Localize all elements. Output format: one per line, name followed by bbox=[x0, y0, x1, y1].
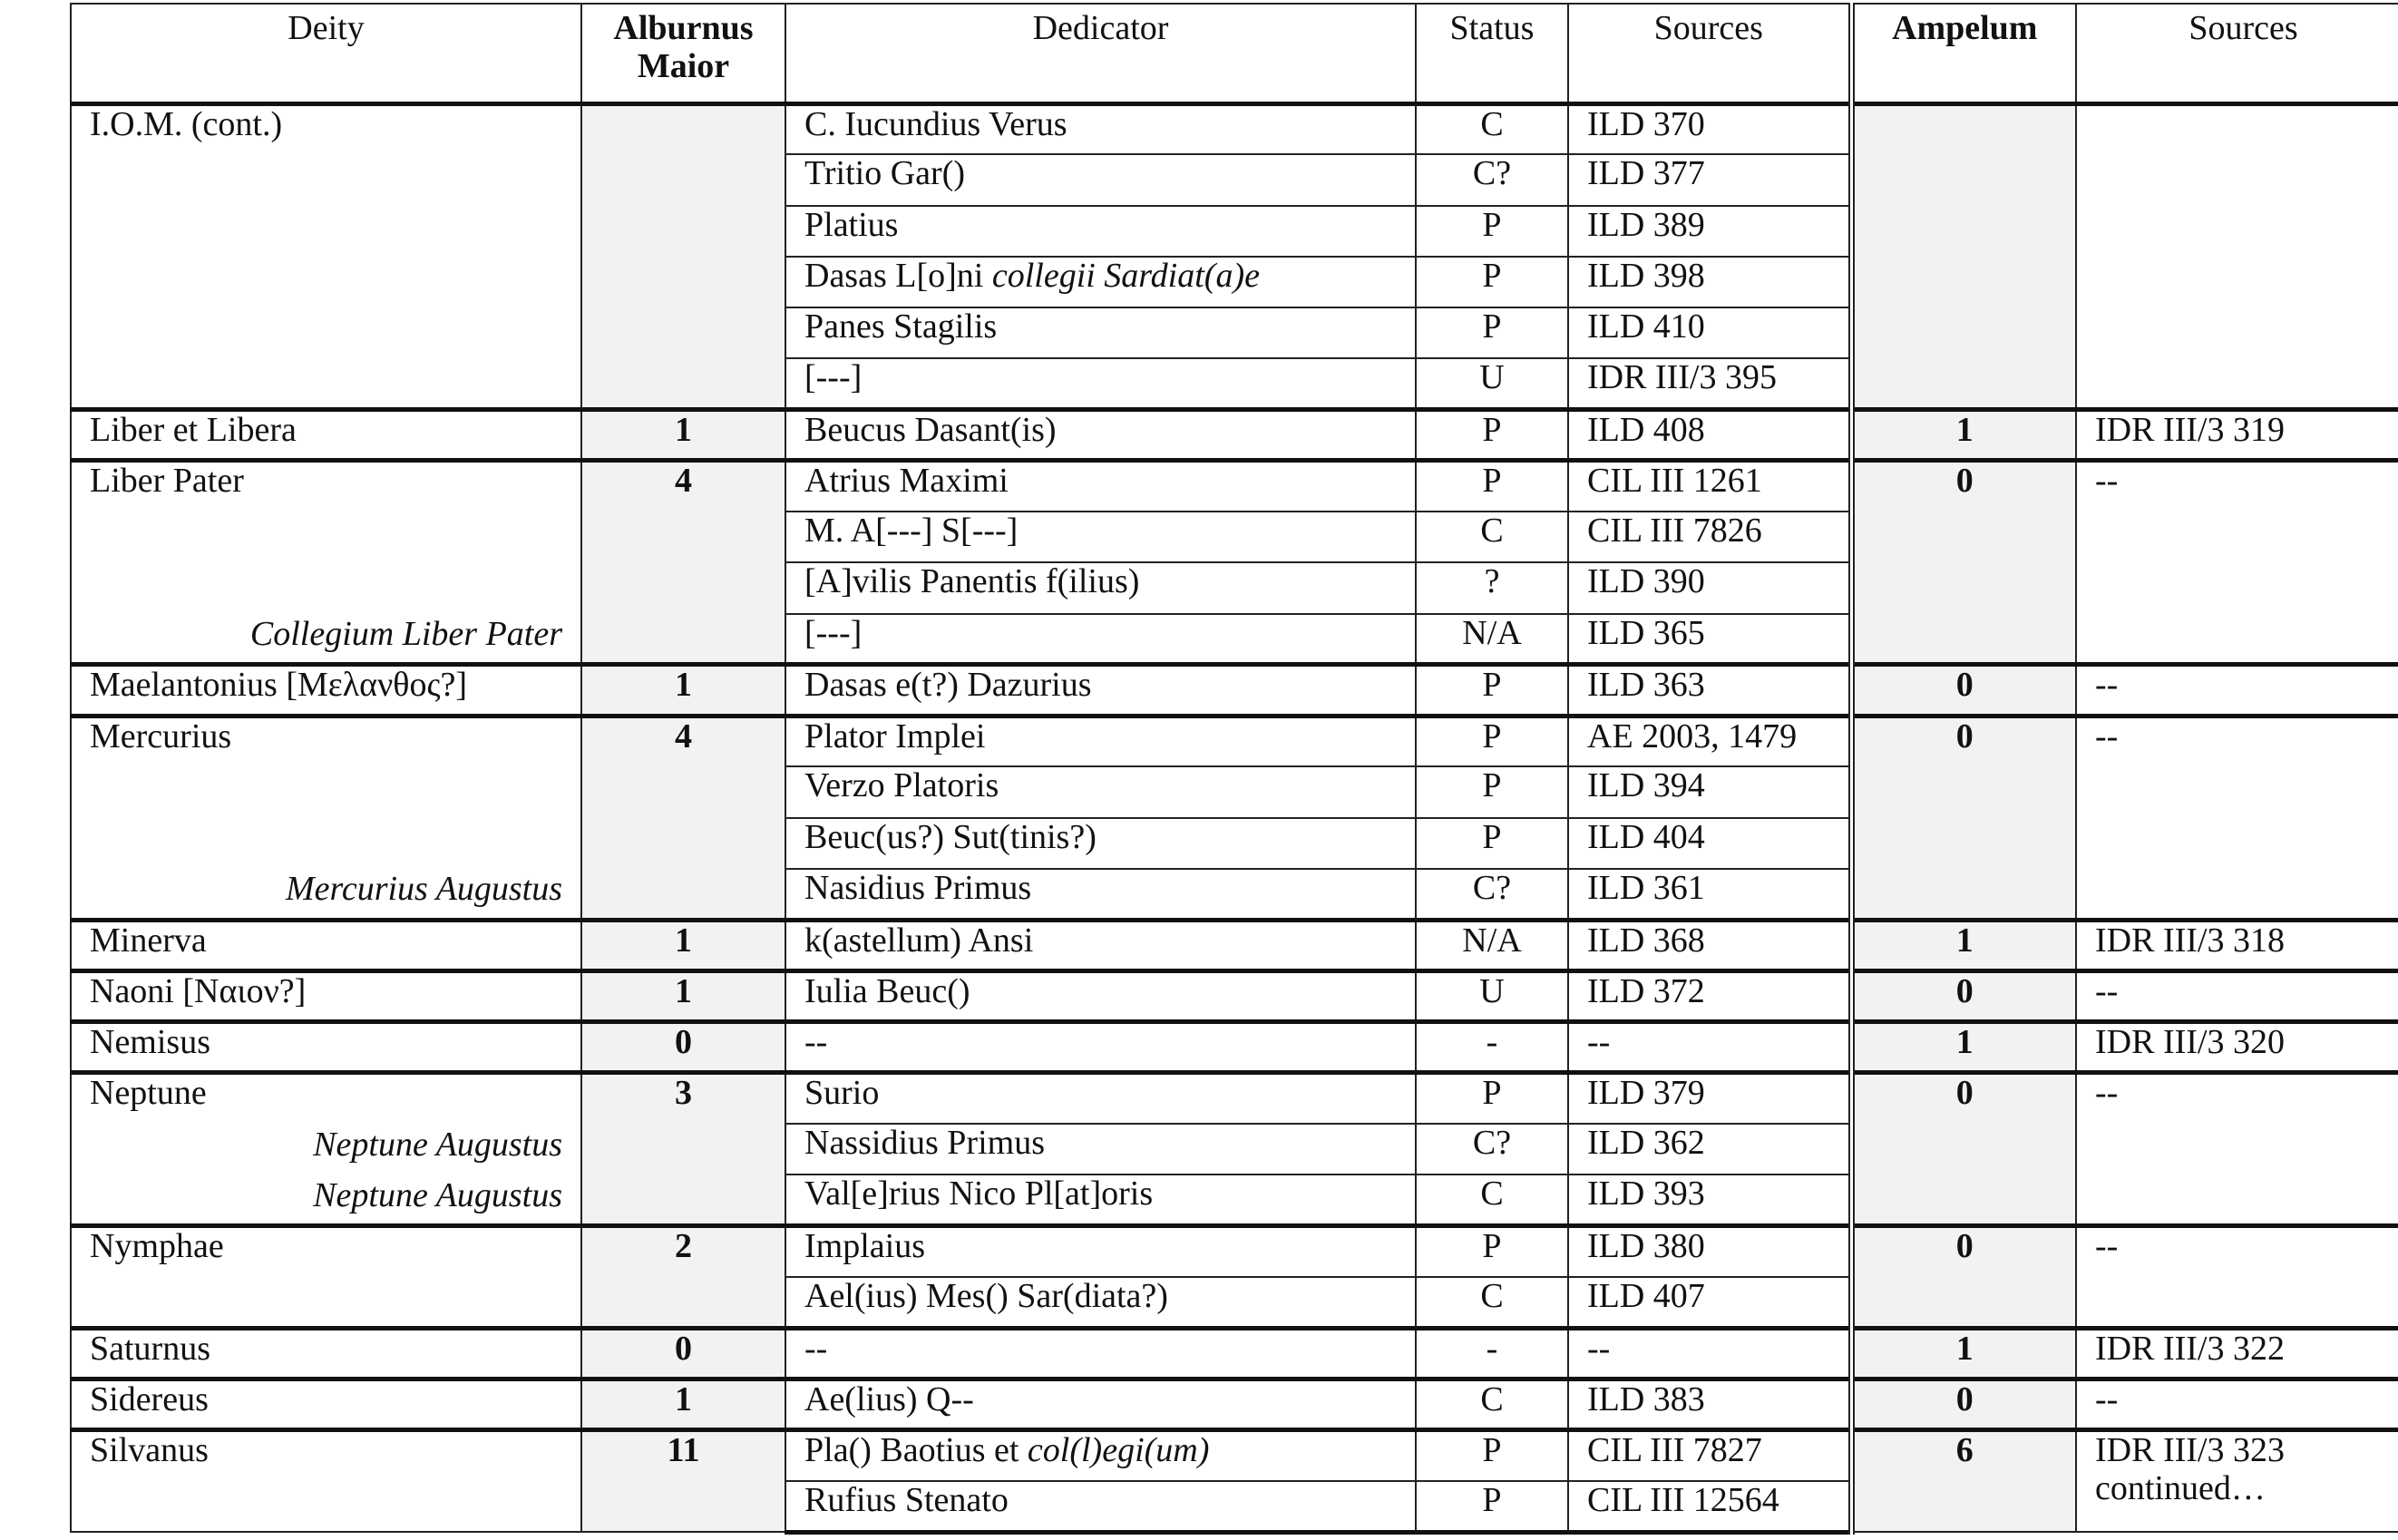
source-cell: AE 2003, 1479 bbox=[1568, 716, 1851, 766]
ampelum-source-cell bbox=[2076, 1073, 2398, 1226]
header-sources-a: Sources bbox=[1568, 4, 1851, 103]
dedicator-cell bbox=[785, 920, 1416, 970]
ampelum-source-cell bbox=[2076, 970, 2398, 1021]
ampelum-source-text: IDR III/3 323 bbox=[2095, 1431, 2285, 1469]
dedicator-cell bbox=[785, 103, 1416, 154]
dedicator-italic-text: collegii Sardiat(a)e bbox=[991, 256, 1260, 295]
deity-cell bbox=[71, 410, 581, 461]
source-cell: ILD 410 bbox=[1568, 307, 1851, 358]
ampelum-source-cell bbox=[2076, 1379, 2398, 1429]
deity-cell bbox=[71, 920, 581, 970]
header-ampelum: Ampelum bbox=[1851, 4, 2076, 103]
dedicator-cell bbox=[785, 562, 1416, 613]
ampelum-source-text: -- bbox=[2095, 462, 2119, 501]
dedicator-text: Verzo Platoris bbox=[804, 766, 999, 805]
dedicator-cell bbox=[785, 614, 1416, 665]
status-cell: C bbox=[1416, 1277, 1568, 1328]
ampelum-source-text: IDR III/3 318 bbox=[2095, 921, 2285, 960]
ampelum-count: 1 bbox=[1851, 920, 2076, 970]
dedicator-text: Platius bbox=[804, 205, 899, 244]
status-cell: P bbox=[1416, 665, 1568, 716]
deity-name: Nemisus bbox=[90, 1023, 210, 1061]
dedicator-cell bbox=[785, 257, 1416, 307]
dedicator-cell bbox=[785, 869, 1416, 920]
table-row bbox=[71, 1379, 2398, 1429]
status-cell: C bbox=[1416, 1174, 1568, 1225]
dedicator-text: Rufius Stenato bbox=[804, 1480, 1009, 1519]
deity-cell bbox=[71, 1022, 581, 1073]
ampelum-source-cell bbox=[2076, 461, 2398, 665]
source-cell: CIL III 7826 bbox=[1568, 512, 1851, 562]
deity-name: I.O.M. (cont.) bbox=[90, 104, 283, 143]
dedicator-cell bbox=[785, 1124, 1416, 1174]
alburnus-count: 4 bbox=[581, 461, 785, 665]
dedicator-text: -- bbox=[804, 1023, 828, 1061]
ampelum-source-cell bbox=[2076, 665, 2398, 716]
status-cell: C? bbox=[1416, 869, 1568, 920]
ampelum-count: 0 bbox=[1851, 665, 2076, 716]
source-cell: ILD 379 bbox=[1568, 1073, 1851, 1124]
dedicator-text: C. Iucundius Verus bbox=[804, 104, 1067, 143]
dedicator-cell bbox=[785, 307, 1416, 358]
source-cell: ILD 362 bbox=[1568, 1124, 1851, 1174]
source-cell: ILD 368 bbox=[1568, 920, 1851, 970]
status-cell: N/A bbox=[1416, 614, 1568, 665]
alburnus-count: 1 bbox=[581, 1379, 785, 1429]
table-header-row bbox=[71, 4, 2398, 103]
dedicator-text: Beucus Dasant(is) bbox=[804, 411, 1057, 449]
status-cell: C? bbox=[1416, 1124, 1568, 1174]
source-cell: CIL III 1261 bbox=[1568, 461, 1851, 512]
status-cell: U bbox=[1416, 970, 1568, 1021]
status-cell: P bbox=[1416, 716, 1568, 766]
dedicator-text: Dasas e(t?) Dazurius bbox=[804, 666, 1092, 705]
deity-cell bbox=[71, 970, 581, 1021]
dedicator-cell bbox=[785, 1379, 1416, 1429]
status-cell: P bbox=[1416, 1226, 1568, 1277]
alburnus-count: 1 bbox=[581, 970, 785, 1021]
dedicator-text: Atrius Maximi bbox=[804, 462, 1009, 501]
sub-deity-name: Neptune Augustus bbox=[313, 1125, 562, 1164]
deity-name: Sidereus bbox=[90, 1379, 209, 1418]
ampelum-source-cell bbox=[2076, 103, 2398, 410]
alburnus-count: 1 bbox=[581, 920, 785, 970]
alburnus-count: 3 bbox=[581, 1073, 785, 1226]
dedicator-cell bbox=[785, 154, 1416, 205]
deity-name: Saturnus bbox=[90, 1329, 210, 1368]
header-sources-b: Sources bbox=[2076, 4, 2398, 103]
alburnus-count: 11 bbox=[581, 1430, 785, 1533]
header-deity: Deity bbox=[71, 4, 581, 103]
dedicator-cell bbox=[785, 1481, 1416, 1532]
ampelum-source-text: -- bbox=[2095, 1074, 2119, 1113]
continued-note: continued… bbox=[2095, 1468, 2266, 1507]
ampelum-count: 0 bbox=[1851, 461, 2076, 665]
alburnus-count: 1 bbox=[581, 665, 785, 716]
dedicator-text: k(astellum) Ansi bbox=[804, 921, 1034, 960]
ampelum-count: 6 bbox=[1851, 1430, 2076, 1533]
deity-cell bbox=[71, 1379, 581, 1429]
deity-name: Liber et Libera bbox=[90, 411, 297, 449]
dedicator-text: Panes Stagilis bbox=[804, 307, 998, 346]
status-cell: U bbox=[1416, 358, 1568, 409]
ampelum-source-cell bbox=[2076, 1226, 2398, 1329]
status-cell: N/A bbox=[1416, 920, 1568, 970]
source-cell: ILD 390 bbox=[1568, 562, 1851, 613]
source-cell: ILD 372 bbox=[1568, 970, 1851, 1021]
deity-cell bbox=[71, 716, 581, 920]
table-row bbox=[71, 103, 2398, 154]
ampelum-source-text: -- bbox=[2095, 666, 2119, 705]
deity-name: Minerva bbox=[90, 921, 207, 960]
deity-dedications-table bbox=[70, 3, 2398, 1535]
source-cell: ILD 393 bbox=[1568, 1174, 1851, 1225]
dedicator-cell bbox=[785, 1328, 1416, 1379]
status-cell: P bbox=[1416, 257, 1568, 307]
status-cell: C? bbox=[1416, 154, 1568, 205]
status-cell: - bbox=[1416, 1328, 1568, 1379]
ampelum-source-cell bbox=[2076, 920, 2398, 970]
ampelum-source-cell bbox=[2076, 1430, 2398, 1533]
table-row bbox=[71, 1073, 2398, 1124]
status-cell: P bbox=[1416, 1430, 1568, 1481]
dedicator-cell bbox=[785, 461, 1416, 512]
header-alburnus-line1: Alburnus bbox=[613, 9, 754, 47]
dedicator-cell bbox=[785, 1430, 1416, 1481]
source-cell: ILD 363 bbox=[1568, 665, 1851, 716]
ampelum-source-cell bbox=[2076, 716, 2398, 920]
ampelum-count: 0 bbox=[1851, 1379, 2076, 1429]
header-dedicator: Dedicator bbox=[785, 4, 1416, 103]
deity-cell bbox=[71, 1328, 581, 1379]
deity-name: Naoni [Ναιον?] bbox=[90, 971, 307, 1010]
dedicator-cell bbox=[785, 410, 1416, 461]
status-cell: P bbox=[1416, 461, 1568, 512]
status-cell: C bbox=[1416, 1379, 1568, 1429]
status-cell: C bbox=[1416, 512, 1568, 562]
table-row bbox=[71, 920, 2398, 970]
ampelum-count: 0 bbox=[1851, 1226, 2076, 1329]
dedicator-cell bbox=[785, 206, 1416, 257]
source-cell: ILD 394 bbox=[1568, 766, 1851, 817]
deity-cell bbox=[71, 103, 581, 410]
dedicator-text: Ae(lius) Q-- bbox=[804, 1379, 974, 1418]
status-cell: P bbox=[1416, 1073, 1568, 1124]
source-cell: ILD 383 bbox=[1568, 1379, 1851, 1429]
dedicator-text: Tritio Gar() bbox=[804, 154, 965, 193]
status-cell: P bbox=[1416, 410, 1568, 461]
status-cell: P bbox=[1416, 1481, 1568, 1532]
dedicator-text: [A]vilis Panentis f(ilius) bbox=[804, 562, 1140, 601]
dedicator-cell bbox=[785, 512, 1416, 562]
dedicator-text: Surio bbox=[804, 1074, 880, 1113]
dedicator-cell bbox=[785, 766, 1416, 817]
dedicator-text: Dasas L[o]ni bbox=[804, 256, 992, 295]
status-cell: P bbox=[1416, 818, 1568, 869]
source-cell: ILD 398 bbox=[1568, 257, 1851, 307]
dedicator-text: Plator Implei bbox=[804, 716, 986, 755]
dedicator-text: [---] bbox=[804, 613, 863, 652]
dedicator-cell bbox=[785, 1174, 1416, 1225]
alburnus-count: 4 bbox=[581, 716, 785, 920]
dedicator-cell bbox=[785, 1073, 1416, 1124]
deity-cell bbox=[71, 1430, 581, 1533]
dedicator-text: Nasidius Primus bbox=[804, 868, 1032, 907]
ampelum-source-cell bbox=[2076, 1022, 2398, 1073]
source-cell: ILD 377 bbox=[1568, 154, 1851, 205]
ampelum-source-cell bbox=[2076, 1328, 2398, 1379]
ampelum-count: 0 bbox=[1851, 716, 2076, 920]
source-cell: ILD 408 bbox=[1568, 410, 1851, 461]
dedicator-text: Val[e]rius Nico Pl[at]oris bbox=[804, 1174, 1154, 1213]
source-cell: -- bbox=[1568, 1022, 1851, 1073]
dedicator-text: Nassidius Primus bbox=[804, 1124, 1045, 1162]
alburnus-count: 0 bbox=[581, 1328, 785, 1379]
deity-cell bbox=[71, 665, 581, 716]
header-alburnus-maior bbox=[581, 4, 785, 103]
dedicator-text: -- bbox=[804, 1329, 828, 1368]
dedicator-cell bbox=[785, 665, 1416, 716]
dedicator-text: Beuc(us?) Sut(tinis?) bbox=[804, 817, 1097, 856]
dedicator-cell bbox=[785, 358, 1416, 409]
dedicator-text: Implaius bbox=[804, 1227, 925, 1265]
ampelum-count bbox=[1851, 103, 2076, 410]
deity-cell bbox=[71, 1226, 581, 1329]
source-cell: -- bbox=[1568, 1328, 1851, 1379]
deity-name: Nymphae bbox=[90, 1227, 224, 1265]
deity-name: Liber Pater bbox=[90, 462, 244, 501]
header-alburnus-line2: Maior bbox=[637, 46, 730, 85]
source-cell: ILD 404 bbox=[1568, 818, 1851, 869]
ampelum-count: 1 bbox=[1851, 410, 2076, 461]
table-row bbox=[71, 1430, 2398, 1481]
deity-name: Neptune bbox=[90, 1074, 207, 1113]
source-cell: ILD 365 bbox=[1568, 614, 1851, 665]
table-body bbox=[71, 103, 2398, 1532]
status-cell: C bbox=[1416, 103, 1568, 154]
table-row bbox=[71, 1022, 2398, 1073]
dedicator-text: Pla() Baotius et bbox=[804, 1431, 1028, 1469]
ampelum-count: 0 bbox=[1851, 970, 2076, 1021]
ampelum-count: 1 bbox=[1851, 1022, 2076, 1073]
ampelum-source-text: -- bbox=[2095, 1227, 2119, 1265]
table-row bbox=[71, 1226, 2398, 1277]
source-cell: CIL III 7827 bbox=[1568, 1430, 1851, 1481]
status-cell: P bbox=[1416, 766, 1568, 817]
table-row bbox=[71, 970, 2398, 1021]
status-cell: ? bbox=[1416, 562, 1568, 613]
source-cell: ILD 389 bbox=[1568, 206, 1851, 257]
sub-deity-name: Neptune Augustus bbox=[313, 1175, 562, 1214]
dedicator-italic-text: col(l)egi(um) bbox=[1027, 1431, 1210, 1469]
dedicator-text: [---] bbox=[804, 358, 863, 397]
source-cell: ILD 370 bbox=[1568, 103, 1851, 154]
alburnus-count: 0 bbox=[581, 1022, 785, 1073]
dedicator-cell bbox=[785, 818, 1416, 869]
table-row bbox=[71, 665, 2398, 716]
ampelum-source-text: -- bbox=[2095, 971, 2119, 1010]
sub-deity-name: Collegium Liber Pater bbox=[249, 615, 562, 653]
ampelum-source-text: IDR III/3 320 bbox=[2095, 1023, 2285, 1061]
ampelum-source-cell bbox=[2076, 410, 2398, 461]
table-row bbox=[71, 1328, 2398, 1379]
status-cell: P bbox=[1416, 206, 1568, 257]
source-cell: CIL III 12564 bbox=[1568, 1481, 1851, 1532]
table-row bbox=[71, 410, 2398, 461]
sub-deity-name: Mercurius Augustus bbox=[285, 870, 562, 909]
deity-name: Maelantonius [Μελανθος?] bbox=[90, 666, 468, 705]
ampelum-source-text: IDR III/3 322 bbox=[2095, 1329, 2285, 1368]
table-row bbox=[71, 716, 2398, 766]
status-cell: P bbox=[1416, 307, 1568, 358]
source-cell: IDR III/3 395 bbox=[1568, 358, 1851, 409]
deity-name: Silvanus bbox=[90, 1431, 209, 1469]
dedicator-cell bbox=[785, 1226, 1416, 1277]
alburnus-count: 2 bbox=[581, 1226, 785, 1329]
ampelum-source-text: -- bbox=[2095, 716, 2119, 755]
dedicator-text: Iulia Beuc() bbox=[804, 971, 970, 1010]
deity-cell bbox=[71, 461, 581, 665]
alburnus-count bbox=[581, 103, 785, 410]
status-cell: - bbox=[1416, 1022, 1568, 1073]
dedicator-cell bbox=[785, 716, 1416, 766]
source-cell: ILD 407 bbox=[1568, 1277, 1851, 1328]
table-row bbox=[71, 461, 2398, 512]
source-cell: ILD 361 bbox=[1568, 869, 1851, 920]
dedicator-cell bbox=[785, 1022, 1416, 1073]
dedicator-text: Ael(ius) Mes() Sar(diata?) bbox=[804, 1276, 1168, 1315]
ampelum-source-text: IDR III/3 319 bbox=[2095, 411, 2285, 449]
deity-cell bbox=[71, 1073, 581, 1226]
deity-name: Mercurius bbox=[90, 716, 232, 755]
ampelum-count: 1 bbox=[1851, 1328, 2076, 1379]
source-cell: ILD 380 bbox=[1568, 1226, 1851, 1277]
dedicator-cell bbox=[785, 1277, 1416, 1328]
header-status: Status bbox=[1416, 4, 1568, 103]
ampelum-source-text: -- bbox=[2095, 1379, 2119, 1418]
ampelum-count: 0 bbox=[1851, 1073, 2076, 1226]
dedicator-cell bbox=[785, 970, 1416, 1021]
dedicator-text: M. A[---] S[---] bbox=[804, 512, 1019, 550]
alburnus-count: 1 bbox=[581, 410, 785, 461]
